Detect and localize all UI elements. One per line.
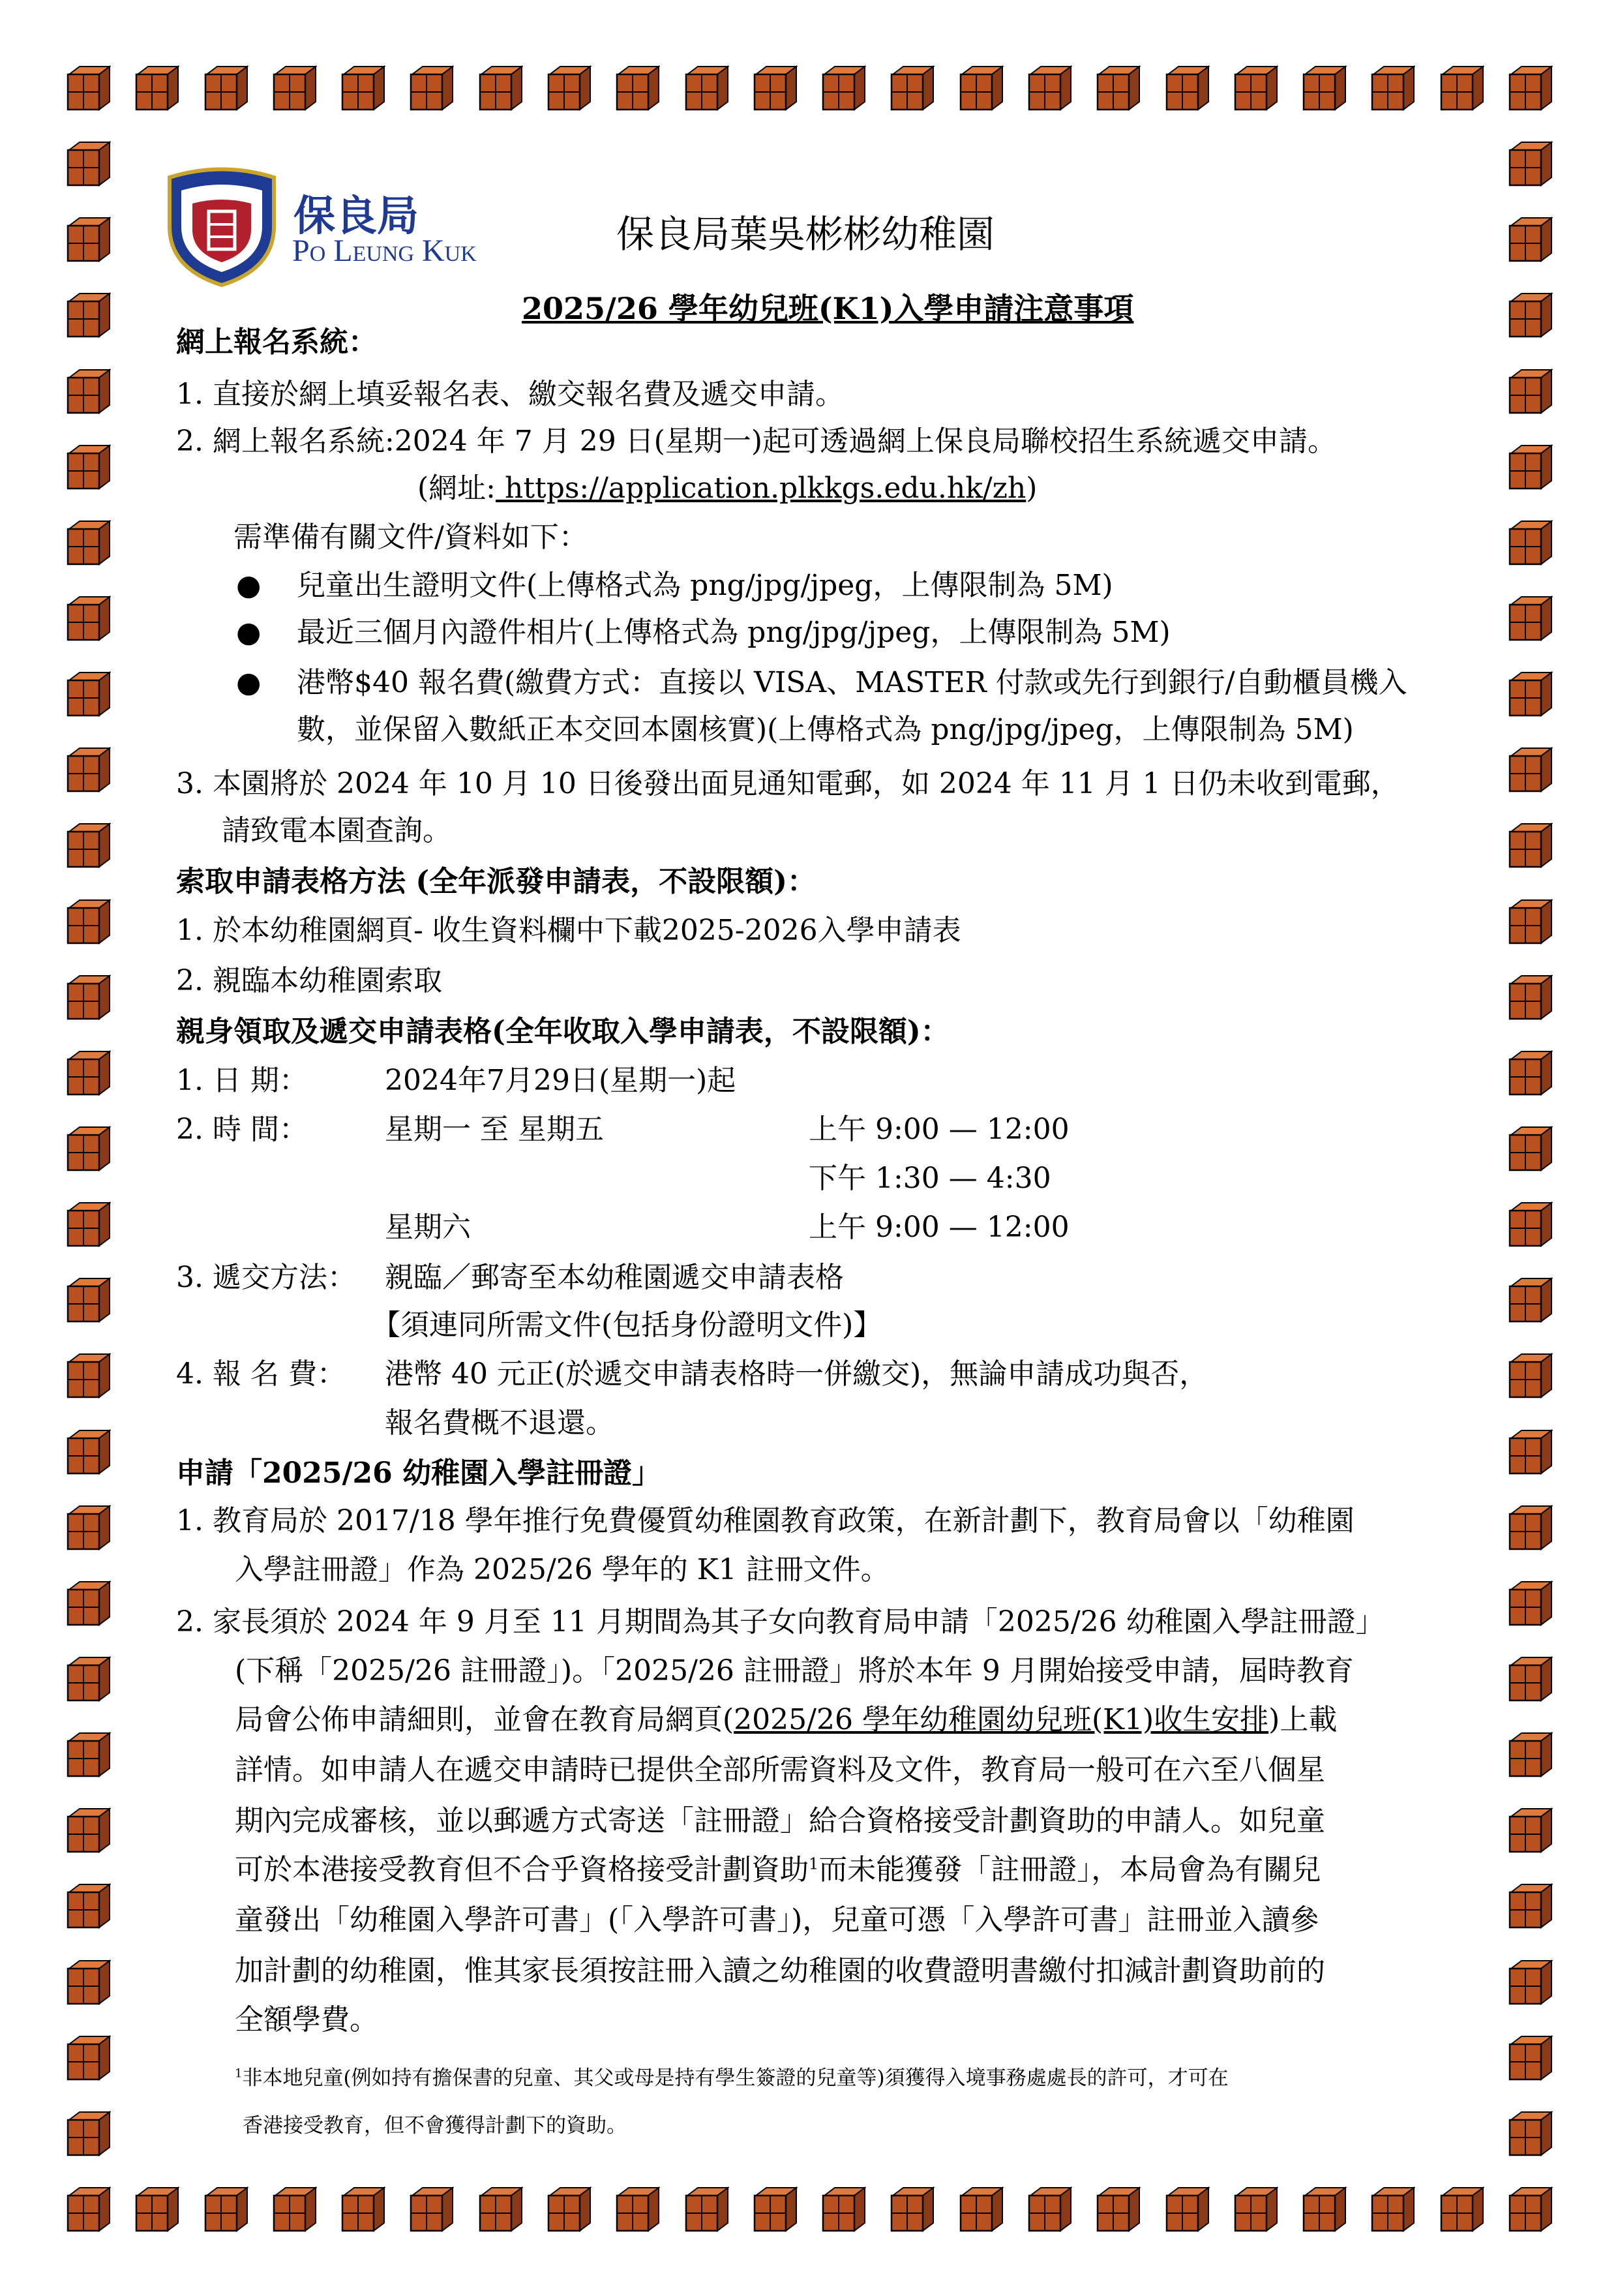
border-box-icon — [614, 2186, 660, 2232]
border-box-icon — [1233, 65, 1278, 111]
border-box-icon — [65, 596, 111, 641]
border-box-icon — [1095, 2186, 1141, 2232]
footnote-number: 1 — [235, 2066, 243, 2081]
border-box-icon — [1507, 292, 1553, 338]
border-box-icon — [958, 65, 1004, 111]
border-box-icon — [65, 444, 111, 490]
border-box-icon — [1507, 1050, 1553, 1096]
border-box-icon — [65, 2186, 111, 2232]
border-box-icon — [65, 1580, 111, 1626]
border-box-icon — [408, 2186, 454, 2232]
reg-p1-line2: 入學註冊證」作為 2025/26 學年的 K1 註冊文件。 — [235, 1553, 890, 1586]
border-box-icon — [134, 65, 179, 111]
border-box-icon — [1370, 2186, 1415, 2232]
obtain-item-2: 2. 親臨本幼稚園索取 — [176, 964, 442, 997]
border-box-icon — [65, 671, 111, 717]
border-box-icon — [1507, 899, 1553, 944]
time-label: 2. 時 間： — [176, 1113, 308, 1146]
application-link[interactable]: https://application.plkkgs.edu.hk/zh — [496, 472, 1026, 505]
border-box-icon — [1301, 2186, 1347, 2232]
border-box-icon — [1507, 1277, 1553, 1323]
border-box-icon — [65, 1505, 111, 1550]
border-box-icon — [65, 1429, 111, 1475]
border-box-icon — [1233, 2186, 1278, 2232]
doc-title: 2025/26 學年幼兒班(K1)入學申請注意事項 — [522, 291, 1134, 326]
bullet-1: 兒童出生證明文件(上傳格式為 png/jpg/jpeg，上傳限制為 5M) — [297, 569, 1113, 602]
date-label: 1. 日 期： — [176, 1064, 308, 1097]
border-box-icon — [1507, 65, 1553, 111]
border-box-icon — [1507, 1656, 1553, 1702]
border-box-icon — [820, 65, 866, 111]
online-item-2: 2. 網上報名系統:2024 年 7 月 29 日(星期一)起可透過網上保良局聯校招生系統遞交申請。 — [176, 425, 1337, 458]
border-box-icon — [65, 1050, 111, 1096]
reg-p2-line4: 詳情。如申請人在遞交申請時已提供全部所需資料及文件，教育局一般可在六至八個星 — [235, 1753, 1325, 1787]
footnote — [235, 2061, 1229, 2091]
reg-p2-line6 — [235, 1853, 1321, 1886]
reg-p1-line1: 1. 教育局於 2017/18 學年推行免費優質幼稚園教育政策，在新計劃下，教育局會以「幼稚園 — [176, 1504, 1355, 1537]
border-box-icon — [546, 65, 592, 111]
url-suffix: ) — [1026, 472, 1038, 505]
border-box-icon — [1507, 444, 1553, 490]
edb-admission-link[interactable]: 2025/26 學年幼稚園幼兒班(K1)收生安排 — [734, 1703, 1269, 1736]
border-box-icon — [1507, 2186, 1553, 2232]
fee-note: 報名費概不退還。 — [385, 1406, 614, 1440]
reg-p2-line5: 期內完成審核，並以郵遞方式寄送「註冊證」給合資格接受計劃資助的申請人。如兒童 — [235, 1804, 1325, 1837]
footnote-line1: 非本地兒童(例如持有擔保書的兒童、其父或母是持有學生簽證的兒童等)須獲得入境事務處處長的許可，才可在 — [242, 2066, 1229, 2090]
time-slot-1: 上午 9:00 — 12:00 — [809, 1113, 1070, 1146]
border-box-icon — [1507, 1807, 1553, 1853]
bullet-icon: ● — [236, 666, 262, 699]
border-box-icon — [889, 65, 935, 111]
border-box-icon — [65, 1732, 111, 1777]
border-box-icon — [1507, 1959, 1553, 2005]
border-box-icon — [1507, 1353, 1553, 1398]
border-box-icon — [1507, 671, 1553, 717]
reg-p2-line6-a: 可於本港接受教育但不合乎資格接受計劃資助 — [235, 1853, 809, 1886]
border-box-icon — [65, 292, 111, 338]
border-box-icon — [65, 974, 111, 1020]
border-box-icon — [683, 2186, 729, 2232]
border-box-icon — [65, 1883, 111, 1929]
border-box-icon — [65, 1277, 111, 1323]
border-box-icon — [65, 217, 111, 262]
fee-value: 港幣 40 元正(於遞交申請表格時一併繳交)，無論申請成功與否， — [385, 1357, 1208, 1391]
border-box-icon — [340, 2186, 385, 2232]
reg-p2-line7: 童發出「幼稚園入學許可書」(「入學許可書」)，兒童可憑「入學許可書」註冊並入讀參 — [235, 1903, 1319, 1937]
reg-p2-line3-b: )上載 — [1268, 1703, 1338, 1736]
border-box-icon — [1507, 974, 1553, 1020]
border-box-icon — [477, 2186, 523, 2232]
border-box-icon — [1507, 217, 1553, 262]
reg-p2-line3 — [235, 1703, 1338, 1736]
border-box-icon — [1370, 65, 1415, 111]
border-box-icon — [65, 141, 111, 187]
border-box-icon — [1439, 65, 1484, 111]
border-box-icon — [1507, 1126, 1553, 1171]
border-box-icon — [1026, 65, 1072, 111]
obtain-item-1: 1. 於本幼稚園網頁- 收生資料欄中下載2025-2026入學申請表 — [176, 914, 961, 947]
online-heading: 網上報名系統： — [176, 325, 377, 359]
reg-p2-line2: (下稱「2025/26 註冊證」)。「2025/26 註冊證」將於本年 9 月開始接受申請，屆時教育 — [235, 1654, 1354, 1687]
bullet-icon: ● — [236, 616, 262, 649]
border-box-icon — [65, 520, 111, 566]
online-url-line — [417, 474, 1037, 503]
border-box-icon — [1507, 1883, 1553, 1929]
border-box-icon — [1507, 2111, 1553, 2156]
border-box-icon — [1507, 520, 1553, 566]
border-box-icon — [65, 369, 111, 414]
bullet-2: 最近三個月內證件相片(上傳格式為 png/jpg/jpeg，上傳限制為 5M) — [297, 616, 1171, 649]
obtain-heading: 索取申請表格方法 (全年派發申請表，不設限額)： — [176, 865, 816, 898]
border-box-icon — [65, 2035, 111, 2081]
online-item-1: 1. 直接於網上填妥報名表、繳交報名費及遞交申請。 — [176, 378, 844, 411]
border-box-icon — [65, 65, 111, 111]
border-box-icon — [752, 65, 798, 111]
border-box-icon — [1507, 2035, 1553, 2081]
border-box-icon — [340, 65, 385, 111]
weekday-range: 星期一 至 星期五 — [385, 1113, 604, 1146]
logo-en: Po Leung Kuk — [292, 234, 477, 268]
border-box-icon — [65, 899, 111, 944]
border-box-icon — [203, 65, 248, 111]
border-box-icon — [65, 1959, 111, 2005]
bullet-3a: 港幣$40 報名費(繳費方式：直接以 VISA、MASTER 付款或先行到銀行/自動櫃員機入 — [297, 666, 1407, 699]
reg-p2-line9: 全額學費。 — [235, 2003, 378, 2036]
method-note: 【須連同所需文件(包括身份證明文件)】 — [372, 1308, 882, 1342]
border-box-icon — [65, 823, 111, 868]
bullet-3b: 數，並保留入數紙正本交回本園核實)(上傳格式為 png/jpg/jpeg，上傳限制為 5M) — [297, 713, 1354, 746]
po-leung-kuk-logo — [163, 164, 528, 288]
border-box-icon — [65, 1126, 111, 1171]
border-box-icon — [1164, 2186, 1210, 2232]
method-label: 3. 遞交方法： — [176, 1261, 356, 1294]
border-box-icon — [546, 2186, 592, 2232]
border-box-icon — [65, 747, 111, 793]
reg-p2-line8: 加計劃的幼稚園，惟其家長須按註冊入讀之幼稚園的收費證明書繳付扣減計劃資助前的 — [235, 1954, 1325, 1987]
footnote-line2: 香港接受教育，但不會獲得計劃下的資助。 — [243, 2114, 627, 2137]
saturday-label: 星期六 — [385, 1211, 471, 1244]
border-box-icon — [1507, 141, 1553, 187]
border-box-icon — [271, 2186, 317, 2232]
time-slot-2: 下午 1:30 — 4:30 — [809, 1162, 1051, 1195]
reg-p2-line1: 2. 家長須於 2024 年 9 月至 11 月期間為其子女向教育局申請「2025/26 幼稚園入學註冊證」 — [176, 1605, 1385, 1639]
time-slot-3: 上午 9:00 — 12:00 — [809, 1211, 1070, 1244]
border-box-icon — [683, 65, 729, 111]
date-value: 2024年7月29日(星期一)起 — [385, 1064, 736, 1097]
border-box-icon — [889, 2186, 935, 2232]
border-box-icon — [820, 2186, 866, 2232]
border-box-icon — [1026, 2186, 1072, 2232]
bullet-icon: ● — [236, 569, 262, 602]
url-prefix: (網址: — [417, 472, 496, 505]
fee-label: 4. 報 名 費： — [176, 1357, 346, 1391]
border-box-icon — [65, 1353, 111, 1398]
border-box-icon — [271, 65, 317, 111]
footnote-marker: 1 — [809, 1854, 819, 1873]
border-box-icon — [65, 1201, 111, 1247]
border-box-icon — [1507, 1580, 1553, 1626]
online-item-3a: 3. 本園將於 2024 年 10 月 10 日後發出面見通知電郵，如 2024 年 11 月 1 日仍未收到電郵， — [176, 767, 1400, 800]
docs-intro: 需準備有關文件/資料如下： — [233, 521, 588, 554]
school-name: 保良局葉吳彬彬幼稚園 — [616, 212, 995, 256]
border-box-icon — [958, 2186, 1004, 2232]
inperson-heading: 親身領取及遞交申請表格(全年收取入學申請表，不設限額)： — [176, 1015, 950, 1048]
border-box-icon — [65, 1807, 111, 1853]
method-value: 親臨／郵寄至本幼稚園遞交申請表格 — [385, 1261, 844, 1294]
border-box-icon — [477, 65, 523, 111]
border-box-icon — [134, 2186, 179, 2232]
border-box-icon — [65, 1656, 111, 1702]
border-box-icon — [1507, 747, 1553, 793]
border-box-icon — [1095, 65, 1141, 111]
online-item-3b: 請致電本園查詢。 — [222, 814, 451, 847]
logo-cn: 保良局 — [293, 192, 419, 241]
border-box-icon — [1507, 1505, 1553, 1550]
reg-heading: 申請「2025/26 幼稚園入學註冊證」 — [176, 1457, 661, 1490]
border-box-icon — [1301, 65, 1347, 111]
border-box-icon — [1507, 1732, 1553, 1777]
border-box-icon — [752, 2186, 798, 2232]
border-box-icon — [408, 65, 454, 111]
border-box-icon — [614, 65, 660, 111]
border-box-icon — [1507, 823, 1553, 868]
crest-icon — [163, 164, 280, 288]
reg-p2-line6-b: 而未能獲發「註冊證」，本局會為有關兒 — [818, 1853, 1321, 1886]
border-box-icon — [1439, 2186, 1484, 2232]
reg-p2-line3-a: 局會公佈申請細則，並會在教育局網頁( — [235, 1703, 734, 1736]
border-box-icon — [65, 2111, 111, 2156]
border-box-icon — [1164, 65, 1210, 111]
border-box-icon — [1507, 369, 1553, 414]
border-box-icon — [1507, 1201, 1553, 1247]
border-box-icon — [1507, 596, 1553, 641]
border-box-icon — [203, 2186, 248, 2232]
border-box-icon — [1507, 1429, 1553, 1475]
